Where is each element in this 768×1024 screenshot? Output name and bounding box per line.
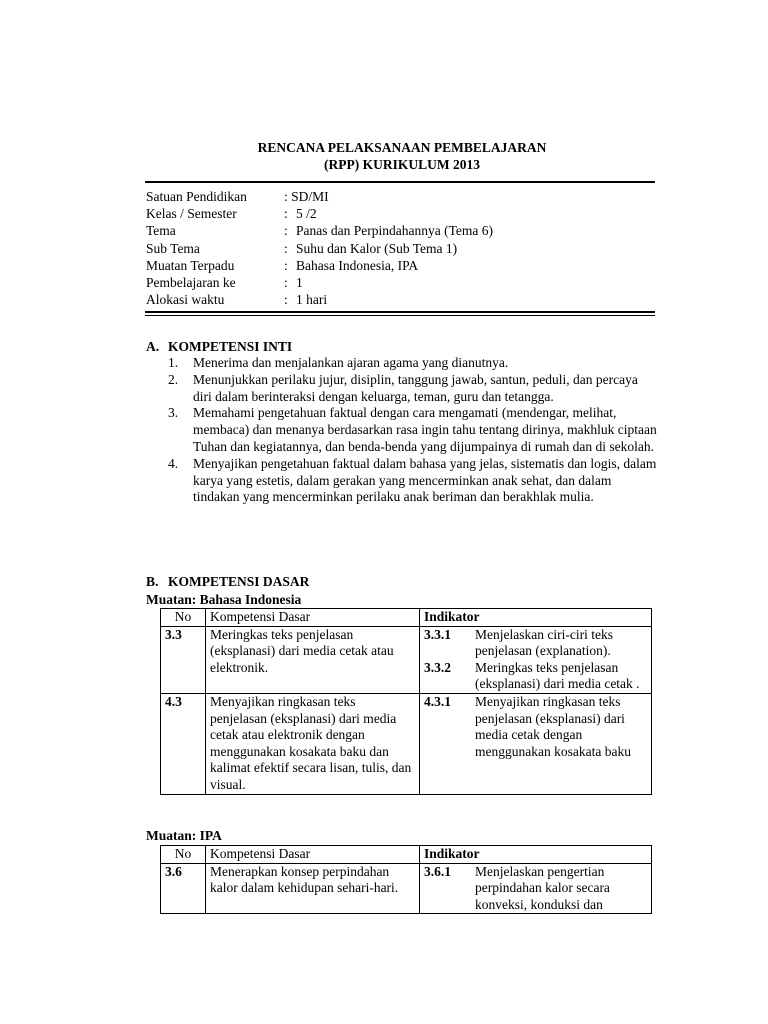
identity-label: Tema — [146, 223, 176, 239]
document-title-line2: (RPP) KURIKULUM 2013 — [324, 157, 480, 172]
indicator-number: 3.3.1 — [424, 626, 451, 642]
identity-value: 1 — [296, 275, 303, 291]
list-item-text: Menerima dan menjalankan ajaran agama yang dianutnya. — [193, 355, 509, 370]
identity-row-kelas — [146, 205, 493, 222]
row-indicator-numbers — [420, 626, 472, 693]
table-header-row — [161, 846, 652, 864]
identity-block — [146, 188, 493, 308]
indicator-text: Menjelaskan ciri-ciri teks penjelasan (explanation). — [475, 626, 613, 659]
section-b-letter: B. — [146, 574, 159, 589]
identity-label: Kelas / Semester — [146, 206, 237, 222]
identity-divider — [145, 311, 655, 316]
muatan-bahasa-indonesia-label: Muatan: Bahasa Indonesia — [146, 592, 302, 607]
identity-value: 1 hari — [296, 292, 328, 308]
document-title-line1: RENCANA PELAKSANAAN PEMBELAJARAN — [257, 140, 547, 155]
header-indikator: Indikator — [420, 846, 652, 864]
list-item — [168, 456, 658, 506]
row-indicator-number: 4.3.1 — [420, 693, 472, 794]
row-indicator-text: Menjelaskan pengertian perpindahan kalor secara konveksi, konduksi dan — [471, 863, 652, 914]
identity-colon: : — [284, 257, 288, 273]
identity-row-satuan — [146, 188, 493, 205]
indicator-number: 3.3.2 — [424, 659, 451, 675]
kompetensi-inti-list — [168, 355, 658, 506]
identity-colon: : — [284, 206, 288, 222]
identity-value: : SD/MI — [284, 189, 329, 204]
identity-row-muatan — [146, 257, 493, 274]
list-item — [168, 405, 658, 455]
identity-label: Satuan Pendidikan — [146, 189, 247, 204]
table-row — [161, 863, 652, 914]
indicator-text: Meringkas teks penjelasan (eksplanasi) dari media cetak . — [475, 659, 640, 692]
identity-row-subtema — [146, 240, 493, 257]
row-indicator-number: 3.6.1 — [420, 863, 472, 914]
identity-colon: : — [284, 240, 288, 256]
section-a-heading — [146, 338, 292, 355]
kd-table-ipa — [160, 845, 652, 914]
identity-label: Muatan Terpadu — [146, 257, 235, 273]
spacer — [424, 643, 467, 660]
row-kompetensi-dasar: Menyajikan ringkasan teks penjelasan (eksplanasi) dari media cetak atau elektronik dengan menggunakan kosakata baku dan kalimat efektif secara lisan, tulis, dan visual. — [206, 693, 420, 794]
row-indicator-text: Menyajikan ringkasan teks penjelasan (eksplanasi) dari media cetak dengan menggunakan kosakata baku — [471, 693, 652, 794]
row-no: 3.3 — [161, 626, 206, 693]
identity-label: Pembelajaran ke — [146, 275, 236, 291]
identity-row-tema — [146, 222, 493, 239]
list-item-number: 2. — [168, 371, 179, 387]
row-indicator-texts — [471, 626, 652, 693]
list-item — [168, 355, 658, 372]
list-item-number: 3. — [168, 405, 179, 421]
identity-colon: : — [284, 223, 288, 239]
identity-row-alokasi — [146, 291, 493, 308]
row-no: 4.3 — [161, 693, 206, 794]
header-kompetensi-dasar: Kompetensi Dasar — [206, 609, 420, 627]
list-item — [168, 372, 658, 406]
list-item-text: Menyajikan pengetahuan faktual dalam bahasa yang jelas, sistematis dan logis, dalam karya yang estetis, dalam gerakan yang mencerminkan anak sehat, dan dalam tindakan yang mencerminkan perilaku anak beriman dan berakhlak mulia. — [193, 455, 657, 505]
header-no: No — [161, 846, 206, 864]
list-item-text: Menunjukkan perilaku jujur, disiplin, tanggung jawab, santun, peduli, dan percaya diri dalam berinteraksi dengan keluarga, teman, guru dan tetangga. — [193, 371, 638, 404]
table-row — [161, 693, 652, 794]
section-a-title: KOMPETENSI INTI — [168, 339, 293, 354]
identity-value: Suhu dan Kalor (Sub Tema 1) — [296, 240, 458, 256]
top-divider — [145, 181, 655, 183]
table-header-row — [161, 609, 652, 627]
muatan-ipa-label: Muatan: IPA — [146, 828, 222, 843]
header-kompetensi-dasar: Kompetensi Dasar — [206, 846, 420, 864]
header-indikator: Indikator — [420, 609, 652, 627]
list-item-number: 1. — [168, 355, 179, 370]
identity-label: Alokasi waktu — [146, 292, 225, 308]
row-kompetensi-dasar: Meringkas teks penjelasan (eksplanasi) dari media cetak atau elektronik. — [206, 626, 420, 693]
identity-row-pembelajaran — [146, 274, 493, 291]
row-no: 3.6 — [161, 863, 206, 914]
identity-value: 5 /2 — [296, 206, 317, 222]
identity-colon: : — [284, 275, 288, 291]
header-no: No — [161, 609, 206, 627]
row-kompetensi-dasar: Menerapkan konsep perpindahan kalor dalam kehidupan sehari-hari. — [206, 863, 420, 914]
table-row — [161, 626, 652, 693]
identity-label: Sub Tema — [146, 240, 200, 256]
identity-colon: : — [284, 292, 288, 308]
kd-table-bahasa-indonesia — [160, 608, 652, 795]
section-a-letter: A. — [146, 339, 160, 354]
identity-value: Panas dan Perpindahannya (Tema 6) — [296, 223, 493, 239]
list-item-number: 4. — [168, 455, 179, 471]
list-item-text: Memahami pengetahuan faktual dengan cara mengamati (mendengar, melihat, membaca) dan menanya berdasarkan rasa ingin tahu tentang dirinya, makhluk ciptaan Tuhan dan kegiatannya, dan benda-benda yang dijumpainya di rumah dan di sekolah. — [193, 405, 657, 454]
section-b-title: KOMPETENSI DASAR — [168, 574, 310, 589]
section-b-heading — [146, 573, 309, 590]
identity-value: Bahasa Indonesia, IPA — [296, 257, 419, 273]
